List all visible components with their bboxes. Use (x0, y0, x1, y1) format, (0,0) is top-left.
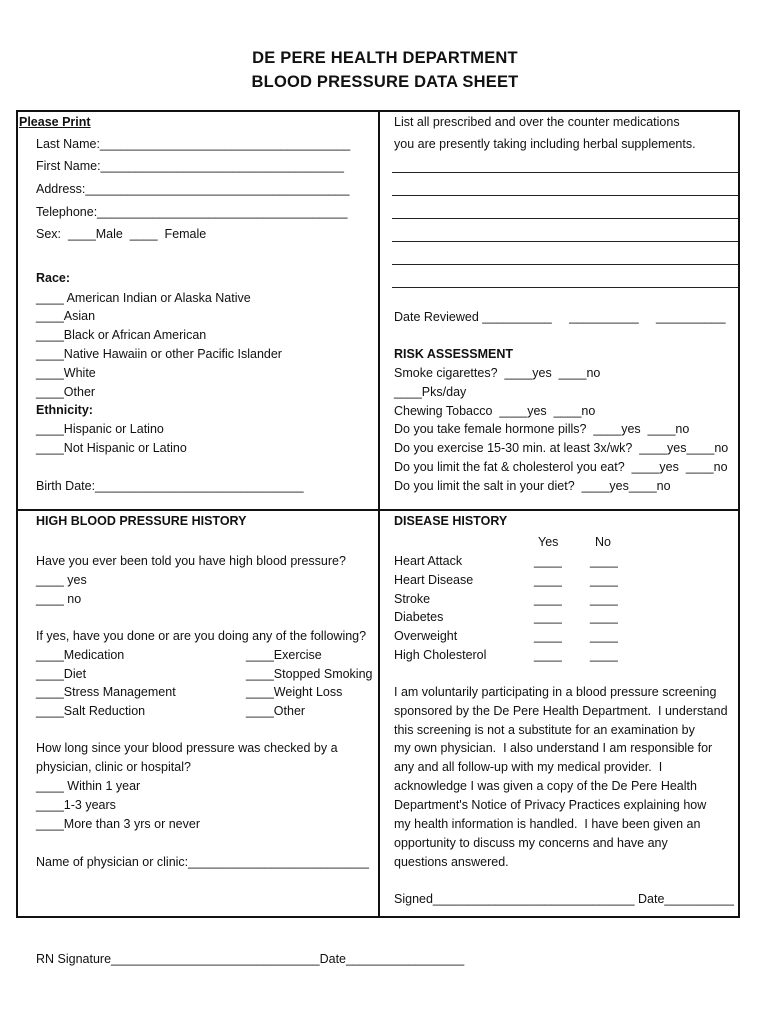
address-field[interactable]: Address:______________________________________ (36, 182, 350, 196)
risk-question[interactable]: Do you limit the fat & cholesterol you eat? ____yes ____no (394, 460, 728, 474)
disease-yes-blank[interactable]: ____ (534, 629, 562, 643)
hbp-history-heading: HIGH BLOOD PRESSURE HISTORY (36, 514, 247, 528)
medication-line[interactable] (392, 218, 738, 219)
disease-item-label: Heart Attack (394, 554, 463, 568)
medication-line[interactable] (392, 264, 738, 265)
disease-no-column: No (595, 535, 611, 549)
race-option[interactable]: ____White (36, 366, 96, 380)
hbp-treatment-option[interactable]: ____Stopped Smoking (246, 667, 373, 681)
hbp-question-3-line-1: How long since your blood pressure was checked by a (36, 741, 338, 755)
ethnicity-heading: Ethnicity: (36, 403, 93, 417)
hbp-treatment-option[interactable]: ____Medication (36, 648, 125, 662)
date-reviewed-field[interactable]: Date Reviewed __________ __________ __________ (394, 310, 726, 324)
hbp-q3-option[interactable]: ____More than 3 yrs or never (36, 817, 200, 831)
hbp-question-3-line-2: physician, clinic or hospital? (36, 760, 191, 774)
consent-line: opportunity to discuss my concerns and have any (394, 836, 668, 850)
disease-yes-blank[interactable]: ____ (534, 610, 562, 624)
rn-signature-field[interactable]: RN Signature______________________________Date_________________ (36, 952, 465, 966)
race-option[interactable]: ____Asian (36, 309, 96, 323)
hbp-question-2: If yes, have you done or are you doing any of the following? (36, 629, 367, 643)
medication-line[interactable] (392, 241, 738, 242)
consent-line: any and all follow-up with my medical provider. I (394, 760, 663, 774)
disease-item-label: Diabetes (394, 610, 444, 624)
consent-line: this screening is not a substitute for an examination by (394, 723, 695, 737)
disease-history-heading: DISEASE HISTORY (394, 514, 508, 528)
disease-yes-blank[interactable]: ____ (534, 648, 562, 662)
birth-date-field[interactable]: Birth Date:______________________________ (36, 479, 304, 493)
race-option[interactable]: ____ American Indian or Alaska Native (36, 291, 251, 305)
consent-line: my own physician. I also understand I am responsible for (394, 741, 713, 755)
consent-line: Department's Notice of Privacy Practices explaining how (394, 798, 707, 812)
ethnicity-option[interactable]: ____Hispanic or Latino (36, 422, 164, 436)
hbp-treatment-option[interactable]: ____Stress Management (36, 685, 176, 699)
disease-no-blank[interactable]: ____ (590, 573, 618, 587)
hbp-treatment-option[interactable]: ____Diet (36, 667, 87, 681)
risk-question[interactable]: ____Pks/day (394, 385, 467, 399)
telephone-field[interactable]: Telephone:____________________________________ (36, 205, 348, 219)
hbp-q1-option[interactable]: ____ yes (36, 573, 87, 587)
risk-question[interactable]: Smoke cigarettes? ____yes ____no (394, 366, 601, 380)
title-line-2: BLOOD PRESSURE DATA SHEET (251, 73, 519, 91)
consent-line: my health information is handled. I have been given an (394, 817, 701, 831)
hbp-treatment-option[interactable]: ____Weight Loss (246, 685, 343, 699)
medication-line[interactable] (392, 172, 738, 173)
sex-field[interactable]: Sex: ____Male ____ Female (36, 227, 207, 241)
disease-yes-blank[interactable]: ____ (534, 573, 562, 587)
disease-item-label: Heart Disease (394, 573, 474, 587)
signed-field[interactable]: Signed_____________________________ Date__________ (394, 892, 734, 906)
disease-item-label: High Cholesterol (394, 648, 487, 662)
risk-question[interactable]: Do you exercise 15-30 min. at least 3x/wk? ____yes____no (394, 441, 729, 455)
column-divider (378, 110, 380, 918)
race-option[interactable]: ____Black or African American (36, 328, 207, 342)
race-option[interactable]: ____Native Hawaiin or other Pacific Islander (36, 347, 282, 361)
risk-assessment-heading: RISK ASSESSMENT (394, 347, 514, 361)
medications-instructions-1: List all prescribed and over the counter medications (394, 115, 680, 129)
disease-item-label: Stroke (394, 592, 431, 606)
disease-no-blank[interactable]: ____ (590, 592, 618, 606)
disease-item-label: Overweight (394, 629, 458, 643)
disease-yes-blank[interactable]: ____ (534, 554, 562, 568)
consent-line: acknowledge I was given a copy of the De Pere Health (394, 779, 697, 793)
medication-line[interactable] (392, 287, 738, 288)
title-line-1: DE PERE HEALTH DEPARTMENT (252, 49, 518, 67)
consent-line: I am voluntarily participating in a blood pressure screening (394, 685, 717, 699)
hbp-treatment-option[interactable]: ____Other (246, 704, 306, 718)
risk-question[interactable]: Chewing Tobacco ____yes ____no (394, 404, 596, 418)
hbp-q3-option[interactable]: ____ Within 1 year (36, 779, 141, 793)
hbp-treatment-option[interactable]: ____Exercise (246, 648, 322, 662)
risk-question[interactable]: Do you take female hormone pills? ____yes ____no (394, 422, 690, 436)
medications-instructions-2: you are presently taking including herbal supplements. (394, 137, 696, 151)
row-divider (16, 509, 740, 511)
disease-yes-blank[interactable]: ____ (534, 592, 562, 606)
medication-line[interactable] (392, 195, 738, 196)
race-option[interactable]: ____Other (36, 385, 96, 399)
disease-no-blank[interactable]: ____ (590, 648, 618, 662)
ethnicity-option[interactable]: ____Not Hispanic or Latino (36, 441, 187, 455)
disease-no-blank[interactable]: ____ (590, 629, 618, 643)
hbp-q3-option[interactable]: ____1-3 years (36, 798, 116, 812)
hbp-treatment-option[interactable]: ____Salt Reduction (36, 704, 146, 718)
first-name-field[interactable]: First Name:___________________________________ (36, 159, 344, 173)
risk-question[interactable]: Do you limit the salt in your diet? ____yes____no (394, 479, 671, 493)
please-print-label: Please Print (19, 115, 91, 129)
consent-line: sponsored by the De Pere Health Department. I understand (394, 704, 728, 718)
hbp-q1-option[interactable]: ____ no (36, 592, 82, 606)
consent-line: questions answered. (394, 855, 509, 869)
hbp-question-1: Have you ever been told you have high blood pressure? (36, 554, 346, 568)
disease-no-blank[interactable]: ____ (590, 554, 618, 568)
disease-yes-column: Yes (538, 535, 559, 549)
physician-field[interactable]: Name of physician or clinic:__________________________ (36, 855, 369, 869)
race-heading: Race: (36, 271, 71, 285)
last-name-field[interactable]: Last Name:____________________________________ (36, 137, 351, 151)
disease-no-blank[interactable]: ____ (590, 610, 618, 624)
